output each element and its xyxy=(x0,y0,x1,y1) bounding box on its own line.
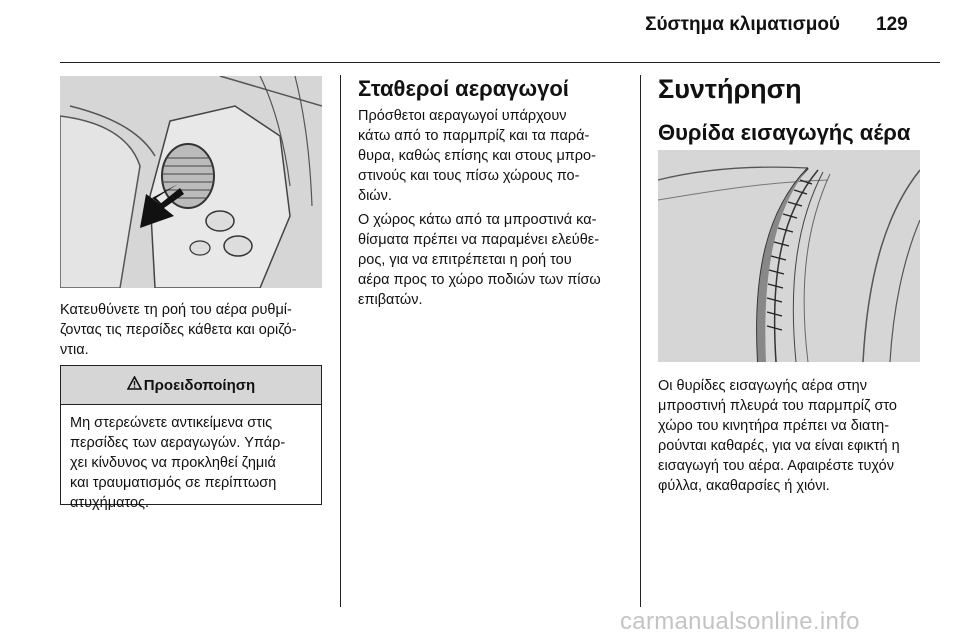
warning-line: περσίδες των αεραγωγών. Υπάρ- xyxy=(70,435,286,451)
paragraph-line: Ο χώρος κάτω από τα μπροστινά κα- xyxy=(358,212,597,228)
paragraph-line: ρούνται καθαρές, για να είναι εφικτή η xyxy=(658,438,900,454)
air-intake-subheading: Θυρίδα εισαγωγής αέρα xyxy=(658,120,911,145)
warning-title: Προειδοποίηση xyxy=(143,376,256,394)
warning-line: και τραυματισμός σε περίπτωση xyxy=(70,475,277,491)
paragraph-line: στινούς και τους πίσω χώρους πο- xyxy=(358,168,580,184)
paragraph-line: κάτω από το παρμπρίζ και τα παρά- xyxy=(358,128,590,144)
page-header-title: Σύστημα κλιματισμού xyxy=(645,14,840,35)
paragraph-line: φύλλα, ακαθαρσίες ή χιόνι. xyxy=(658,478,830,494)
vent-caption-line: ντια. xyxy=(60,342,89,358)
column-divider-right xyxy=(640,75,641,607)
fixed-vents-paragraph-2 xyxy=(358,210,601,310)
paragraph-line: επιβατών. xyxy=(358,292,423,308)
paragraph-line: εισαγωγή του αέρα. Αφαιρέστε τυχόν xyxy=(658,458,894,474)
paragraph-line: θυρα, καθώς επίσης και στους μπρο- xyxy=(358,148,596,164)
windshield-air-intake-illustration xyxy=(658,150,920,362)
paragraph-line: αέρα προς το χώρο ποδιών των πίσω xyxy=(358,272,601,288)
warning-line: Μη στερεώνετε αντικείμενα στις xyxy=(70,415,273,431)
page-number: 129 xyxy=(876,14,908,35)
warning-box xyxy=(60,365,322,511)
maintenance-heading: Συντήρηση xyxy=(658,74,802,104)
paragraph-line: θίσματα πρέπει να παραμένει ελεύθε- xyxy=(358,232,600,248)
warning-text xyxy=(61,405,321,513)
column-divider-left xyxy=(340,75,341,607)
paragraph-line: Πρόσθετοι αεραγωγοί υπάρχουν xyxy=(358,108,567,124)
paragraph-line: μπροστινή πλευρά του παρμπρίζ στο xyxy=(658,398,897,414)
warning-header xyxy=(61,366,321,405)
vent-caption-line: ζοντας τις περσίδες κάθετα και οριζό- xyxy=(60,322,297,338)
warning-triangle-icon xyxy=(127,375,142,395)
vent-caption xyxy=(60,300,297,360)
air-intake-paragraph xyxy=(658,376,900,496)
vent-caption-line: Κατευθύνετε τη ροή του αέρα ρυθμί- xyxy=(60,302,292,318)
paragraph-line: χώρο του κινητήρα πρέπει να διατη- xyxy=(658,418,890,434)
paragraph-line: ρος, για να επιτρέπεται η ροή του xyxy=(358,252,572,268)
fixed-vents-paragraph-1 xyxy=(358,106,596,206)
warning-line: ατυχήματος. xyxy=(70,495,150,511)
fixed-vents-heading: Σταθεροί αεραγωγοί xyxy=(358,76,569,101)
air-vent-illustration xyxy=(60,76,322,288)
paragraph-line: Οι θυρίδες εισαγωγής αέρα στην xyxy=(658,378,867,394)
watermark: carmanualsonline.info xyxy=(620,608,860,635)
paragraph-line: διών. xyxy=(358,188,392,204)
warning-line: χει κίνδυνος να προκληθεί ζημιά xyxy=(70,455,276,471)
header-rule xyxy=(60,62,940,63)
